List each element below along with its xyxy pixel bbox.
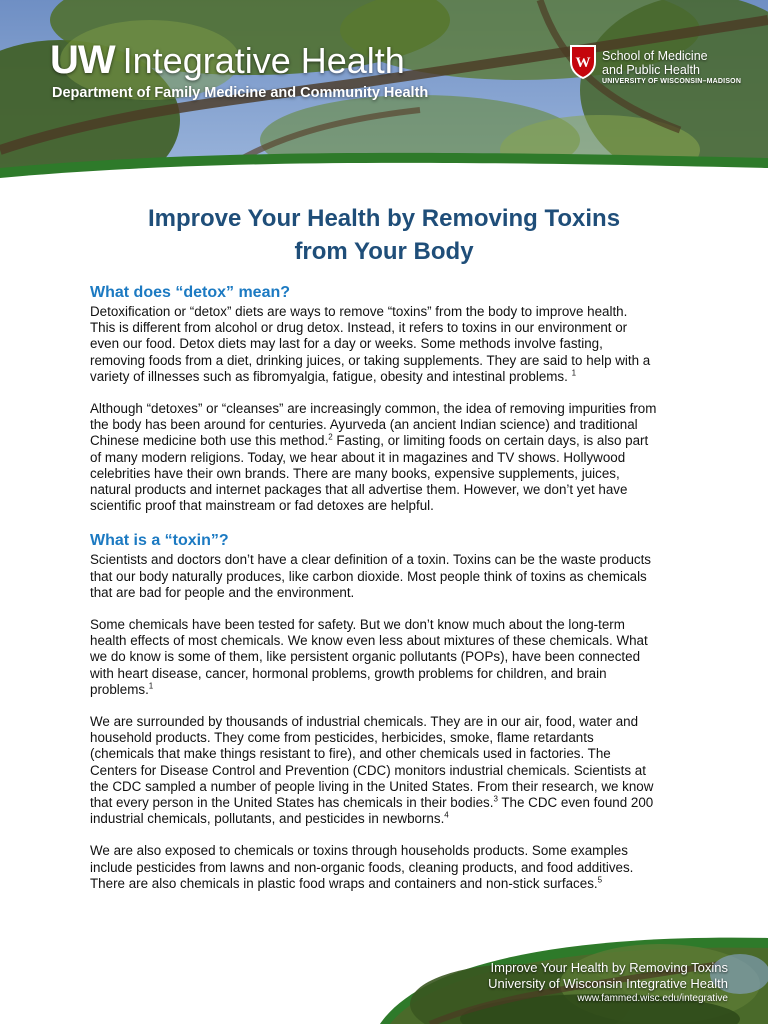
footnote-ref: 1 xyxy=(571,368,577,378)
page-title xyxy=(0,202,768,268)
footnote-ref: 2 xyxy=(328,432,333,442)
text-line xyxy=(90,682,690,698)
footer-doc-title: Improve Your Health by Removing Toxins xyxy=(490,960,728,975)
text-line: the CDC sampled a number of people living in the United States. From their research, we know xyxy=(90,778,654,794)
brand-name: Integrative Health xyxy=(122,40,405,81)
text-fragment: problems. xyxy=(90,681,149,697)
text-line: scientific proof that mainstream or fad detoxes are helpful. xyxy=(90,498,434,514)
department-name: Department of Family Medicine and Community Health xyxy=(52,85,429,101)
crest-letter: W xyxy=(575,55,591,71)
text-fragment: There are also chemicals in plastic food wraps and containers and non-stick surfaces. xyxy=(90,875,598,891)
text-line: Although “detoxes” or “cleanses” are increasingly common, the idea of removing impurities from xyxy=(90,401,657,417)
school-line-3: UNIVERSITY OF WISCONSIN–MADISON xyxy=(602,78,742,85)
text-line: celebrities have their own brands. There are many books, expensive supplements, juices, xyxy=(90,465,620,481)
text-fragment: variety of illnesses such as fibromyalgia, fatigue, obesity and intestinal problems. xyxy=(90,368,572,384)
footnote-ref: 3 xyxy=(493,794,498,804)
school-name xyxy=(602,49,741,87)
footer-url[interactable]: www.fammed.wisc.edu/integrative xyxy=(577,993,728,1004)
page-title-line-1: Improve Your Health by Removing Toxins xyxy=(147,205,621,232)
section-heading-detox: What does “detox” mean? xyxy=(90,284,291,301)
text-line xyxy=(90,811,690,827)
header-banner xyxy=(0,0,768,185)
text-line xyxy=(90,369,690,385)
uw-crest-icon xyxy=(569,44,597,80)
paragraph-household-products xyxy=(90,843,690,892)
text-line: We are also exposed to chemicals or toxins through households products. Some examples xyxy=(90,843,628,859)
text-line: with heart disease, cancer, hormonal problems, growth problems for children, and brain xyxy=(90,665,607,681)
paragraph-toxin-definition xyxy=(90,552,690,601)
text-fragment: that every person in the United States has chemicals in their bodies. xyxy=(90,795,494,811)
paragraph-detox-history xyxy=(90,401,690,514)
text-line: natural products and internet packages that all advertise them. However, we don’t yet have xyxy=(90,482,628,498)
school-line-1: School of Medicine xyxy=(602,49,708,63)
text-line: This is different from alcohol or drug detox. Instead, it refers to toxins in our environment or xyxy=(90,320,628,336)
text-line xyxy=(90,876,690,892)
footer-banner xyxy=(0,924,768,1024)
text-fragment: Fasting, or limiting foods on certain days, is also part xyxy=(332,433,649,449)
brand-uw: UW xyxy=(50,38,115,82)
text-line: even our food. Detox diets may last for a day or weeks. Some methods involve fasting, xyxy=(90,336,603,352)
section-heading-toxin: What is a “toxin”? xyxy=(90,532,229,550)
text-line: that are bad for people and the environment. xyxy=(90,584,355,600)
text-line: Some chemicals have been tested for safety. But we don’t know much about the long-term xyxy=(90,617,625,633)
text-line: health effects of most chemicals. We know even less about mixtures of these chemicals. What xyxy=(90,633,648,649)
text-line: we do know is some of them, like persistent organic pollutants (POPs), have been connected xyxy=(90,649,641,665)
text-fragment: The CDC even found 200 xyxy=(497,795,654,811)
footer-org-name: University of Wisconsin Integrative Health xyxy=(488,976,728,991)
footnote-ref: 1 xyxy=(148,681,154,691)
text-fragment: industrial chemicals, pollutants, and pesticides in newborns. xyxy=(90,811,445,827)
paragraph-chemical-safety xyxy=(90,617,690,698)
school-line-2: and Public Health xyxy=(602,63,700,77)
text-fragment: Chinese medicine both use this method. xyxy=(90,433,329,449)
footnote-ref: 5 xyxy=(597,875,603,885)
text-line: (chemicals that make things resistant to fire), and other chemicals used in factories. The xyxy=(90,746,611,762)
page-title-line-2: from Your Body xyxy=(294,238,474,265)
text-line: removing foods from a diet, drinking juices, or taking supplements. They are said to help with a xyxy=(90,352,651,368)
text-line: of many modern religions. Today, we hear about it in magazines and TV shows. Hollywood xyxy=(90,449,626,465)
text-line: Scientists and doctors don’t have a clear definition of a toxin. Toxins can be the waste products xyxy=(90,552,651,568)
text-line xyxy=(90,795,690,811)
article-body xyxy=(90,282,690,908)
text-line: Centers for Disease Control and Prevention (CDC) monitors industrial chemicals. Scientists at xyxy=(90,762,646,778)
paragraph-industrial-chemicals xyxy=(90,714,690,827)
footer-text xyxy=(488,960,728,1006)
text-line: household products. They come from pesticides, herbicides, smoke, flame retardants xyxy=(90,730,594,746)
text-line: that our body naturally produces, like carbon dioxide. Most people think of toxins as chemicals xyxy=(90,568,647,584)
text-line: Detoxification or “detox” diets are ways to remove “toxins” from the body to improve health. xyxy=(90,304,628,319)
paragraph-detox-definition xyxy=(90,304,690,385)
footnote-ref: 4 xyxy=(444,810,449,820)
text-line: We are surrounded by thousands of industrial chemicals. They are in our air, food, water and xyxy=(90,714,639,730)
brand-title xyxy=(50,40,405,81)
text-line xyxy=(90,433,690,449)
text-line: the body has been around for centuries. Ayurveda (an ancient Indian science) and traditional xyxy=(90,417,638,433)
text-line: include pesticides from lawns and non-organic foods, cleaning products, and food additives. xyxy=(90,859,634,875)
